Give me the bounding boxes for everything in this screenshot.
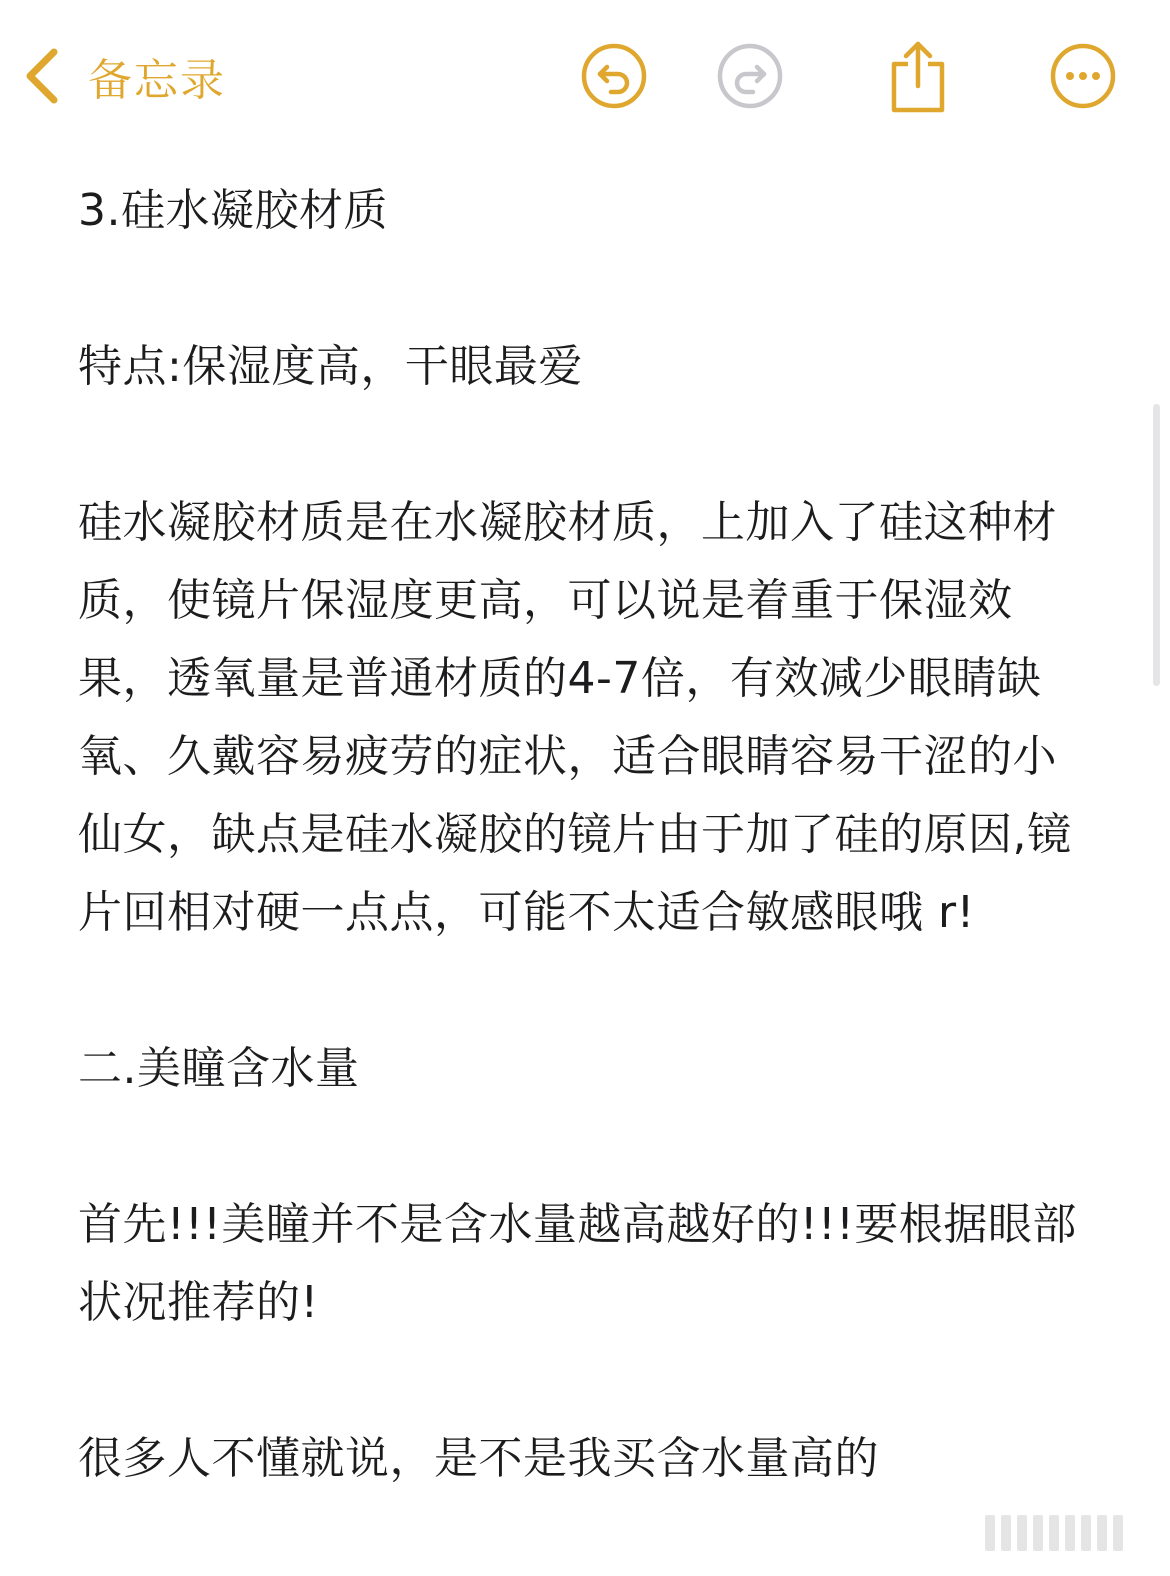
- more-icon: [1049, 42, 1117, 110]
- note-last-line: 很多人不懂就说，是不是我买含水量高的: [78, 1433, 879, 1484]
- redo-icon: [716, 42, 784, 110]
- back-label: 备忘录: [88, 55, 226, 106]
- note-emphasis: 首先!!!美瞳并不是含水量越高越好的!!!要根据眼部状况推荐的!: [78, 1199, 1077, 1328]
- undo-icon: [580, 42, 648, 110]
- chevron-left-icon: [22, 46, 62, 106]
- redo-button[interactable]: [714, 40, 786, 112]
- note-heading-water-content: 二.美瞳含水量: [78, 1043, 360, 1094]
- note-feature-line: 特点:保湿度高，干眼最爱: [78, 341, 583, 392]
- scroll-indicator[interactable]: [1153, 404, 1160, 686]
- share-icon: [886, 38, 950, 114]
- share-button[interactable]: [882, 40, 954, 112]
- navigation-bar: [0, 0, 1170, 150]
- more-button[interactable]: [1047, 40, 1119, 112]
- back-button[interactable]: [22, 40, 226, 112]
- note-heading-material: 3.硅水凝胶材质: [78, 185, 388, 236]
- note-body[interactable]: [78, 172, 1088, 1576]
- watermark: [985, 1510, 1135, 1556]
- undo-button[interactable]: [578, 40, 650, 112]
- note-description: 硅水凝胶材质是在水凝胶材质，上加入了硅这种材质，使镜片保湿度更高，可以说是着重于保湿效果，透氧量是普通材质的4-7倍，有效减少眼睛缺氧、久戴容易疲劳的症状，适合眼睛容易干涩的小仙女，缺点是硅水凝胶的镜片由于加了硅的原因,镜片回相对硬一点点，可能不太适合敏感眼哦 r!: [78, 497, 1072, 938]
